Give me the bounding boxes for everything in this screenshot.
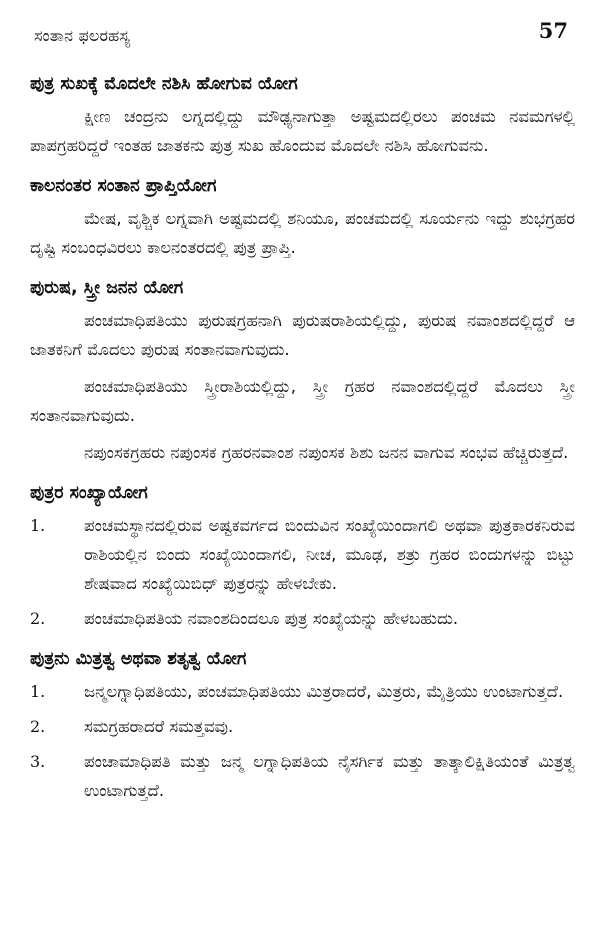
paragraph: ನಪುಂಸಕಗ್ರಹರು ನಪುಂಸಕ ಗ್ರಹರನವಾಂಶ ನಪುಂಸಕ ಶಿಶು ಜನನ ವಾಗುವ ಸಂಭವ ಹೆಚ್ಚಿರುತ್ತದೆ.	[84, 443, 569, 462]
paragraph: ಮೇಷ, ವೃಶ್ಚಿಕ ಲಗ್ನವಾಗಿ ಅಷ್ಟಮದಲ್ಲಿ ಶನಿಯೂ, ಪಂಚಮದಲ್ಲಿ ಸೂರ್ಯನು ಇದ್ದು ಶುಭಗ್ರಹರ ದೃಷ್ಟಿ ಸಂಬಂಧವಿರಲು ಕಾಲನಂತರದಲ್ಲಿ ಪುತ್ರ ಪ್ರಾಪ್ತಿ.	[30, 209, 575, 257]
section-friendship-enmity	[30, 645, 575, 805]
item-number: 3.	[30, 752, 46, 771]
section-heading: ಪುರುಷ, ಸ್ತ್ರೀ ಜನನ ಯೋಗ	[30, 278, 184, 298]
section-heading: ಪುತ್ರ ಸುಖಕ್ಕೆ ಮೊದಲೇ ನಶಿಸಿ ಹೋಗುವ ಯೋಗ	[30, 74, 298, 94]
section-delayed-progeny	[30, 172, 575, 262]
item-text: ಪಂಚಾಮಾಧಿಪತಿ ಮತ್ತು ಜನ್ಮ ಲಗ್ನಾಧಿಪತಿಯ ನೈಸರ್ಗಿಕ ಮತ್ತು ತಾತ್ಕಾಲಿಕ್ಷಿತಿಯಂತೆ ಮಿತ್ರತ್ವ ಉಂಟಾಗುತ್ತದೆ.	[84, 752, 575, 800]
item-text: ಸಮಗ್ರಹರಾದರೆ ಸಮತ್ತವವು.	[84, 717, 234, 736]
list-item	[30, 677, 575, 706]
list-item	[30, 747, 575, 805]
list-item	[30, 604, 575, 633]
item-number: 2.	[30, 717, 46, 736]
paragraph: ಪಂಚಮಾಧಿಪತಿಯು ಪುರುಷಗ್ರಹನಾಗಿ ಪುರುಷರಾಶಿಯಲ್ಲಿದ್ದು, ಪುರುಷ ನವಾಂಶದಲ್ಲಿದ್ದರೆ ಆ ಜಾತಕನಿಗೆ ಮೊದಲು ಪುರುಷ ಸಂತಾನವಾಗುವುದು.	[30, 311, 575, 359]
section-male-female-birth	[30, 274, 575, 467]
page-body	[30, 70, 575, 817]
item-text: ಜನ್ಮಲಗ್ನಾಧಿಪತಿಯು, ಪಂಚಮಾಧಿಪತಿಯು ಮಿತ್ರರಾದರೆ, ಮಿತ್ರರು, ಮೈತ್ರಿಯು ಉಂಟಾಗುತ್ತದೆ.	[84, 682, 564, 701]
paragraph: ಪಂಚಮಾಧಿಪತಿಯು ಸ್ತ್ರೀರಾಶಿಯಲ್ಲಿದ್ದು, ಸ್ತ್ರೀ ಗ್ರಹರ ನವಾಂಶದಲ್ಲಿದ್ದರೆ ಮೊದಲು ಸ್ತ್ರೀ ಸಂತಾನವಾಗುವುದು.	[30, 377, 575, 425]
section-heading: ಪುತ್ರರ ಸಂಖ್ಯಾಯೋಗ	[30, 483, 148, 503]
item-number: 1.	[30, 516, 46, 535]
list-item	[30, 712, 575, 741]
page-number: 57	[538, 18, 568, 43]
numbered-list	[30, 511, 575, 633]
section-heading: ಪುತ್ರನು ಮಿತ್ರತ್ವ ಅಥವಾ ಶತೃತ್ವ ಯೋಗ	[30, 649, 247, 669]
item-text: ಪಂಚಮಾಧಿಪತಿಯ ನವಾಂಶದಿಂದಲೂ ಪುತ್ರ ಸಂಖ್ಯೆಯನ್ನು ಹೇಳಬಹುದು.	[84, 609, 459, 628]
item-text: ಪಂಚಮಸ್ಥಾನದಲ್ಲಿರುವ ಅಷ್ಟಕವರ್ಗದ ಬಿಂದುವಿನ ಸಂಖ್ಯೆಯಿಂದಾಗಲಿ ಅಥವಾ ಪುತ್ರಕಾರಕನಿರುವ ರಾಶಿಯಲ್ಲಿನ ಬಿಂದು ಸಂಖ್ಯೆಯಿಂದಾಗಲಿ, ನೀಚ, ಮೂಢ, ಶತ್ರು ಗ್ರಹರ ಬಿಂದುಗಳನ್ನು ಬಿಟ್ಟು ಶೇಷವಾದ ಸಂಖ್ಯೆಯಿಬಿಧ್ ಪುತ್ರರನ್ನು ಹೇಳಬೇಕು.	[84, 516, 575, 593]
section-early-loss	[30, 70, 575, 160]
section-number-of-sons	[30, 479, 575, 633]
item-number: 1.	[30, 682, 46, 701]
section-heading: ಕಾಲನಂತರ ಸಂತಾನ ಪ್ರಾಪ್ತಿಯೋಗ	[30, 176, 217, 196]
paragraph: ಕ್ಷೀಣ ಚಂದ್ರನು ಲಗ್ನದಲ್ಲಿದ್ದು ಮೌಢ್ಯನಾಗುತ್ತಾ ಅಷ್ಟಮದಲ್ಲಿರಲು ಪಂಚಮ ನವಮಗಳಲ್ಲಿ ಪಾಪಗ್ರಹರಿದ್ದರೆ ಇಂತಹ ಜಾತಕನು ಪುತ್ರ ಸುಖ ಹೊಂದುವ ಮೊದಲೇ ನಶಿಸಿ ಹೋಗುವನು.	[30, 107, 575, 155]
list-item	[30, 511, 575, 598]
numbered-list	[30, 677, 575, 805]
item-number: 2.	[30, 609, 46, 628]
running-title: ಸಂತಾನ ಫಲರಹಸ್ಯ	[34, 26, 131, 45]
